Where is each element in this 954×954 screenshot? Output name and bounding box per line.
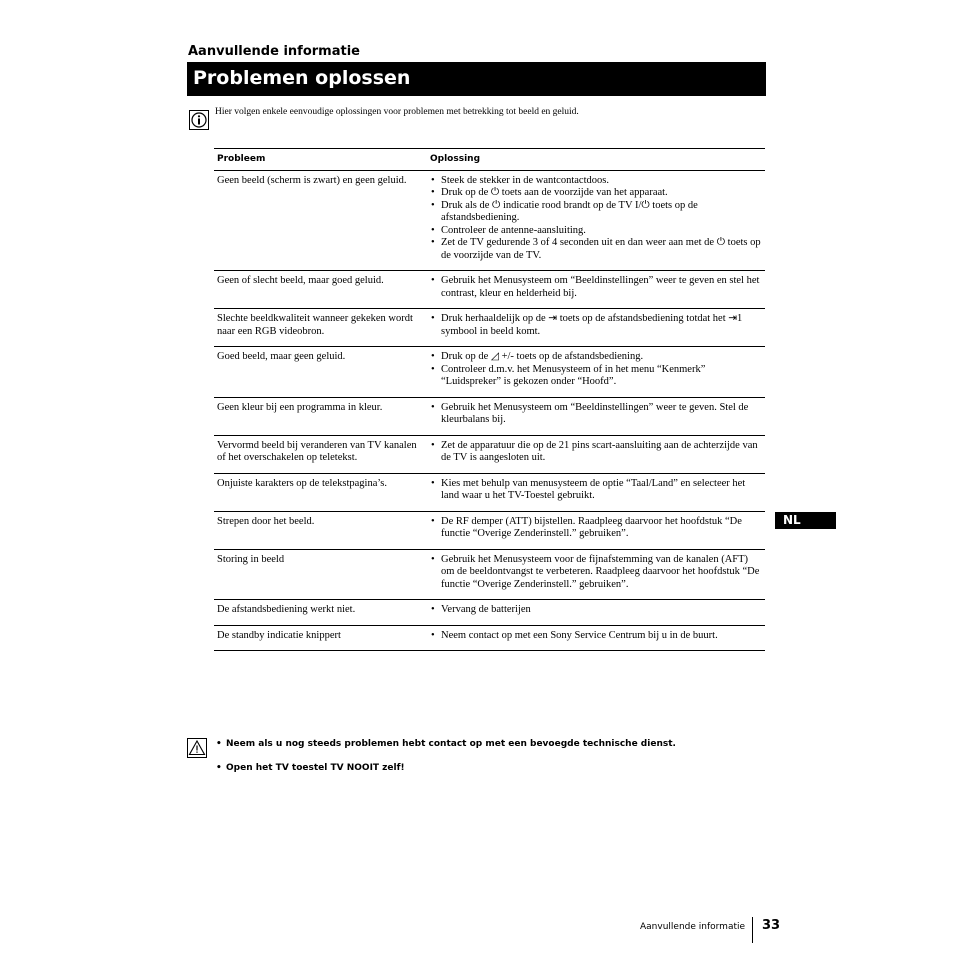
solution-cell: [427, 435, 765, 473]
solution-list: [430, 440, 762, 465]
solution-item: • Controleer de antenne-aansluiting.: [430, 225, 762, 238]
solution-cell: [427, 397, 765, 435]
problem-cell: Strepen door het beeld.: [214, 511, 427, 549]
solution-item: • Druk herhaaldelijk op de ⇥ toets op de afstandsbediening totdat het ⇥1 symbool in beeld komt.: [430, 313, 762, 338]
table-row: [214, 625, 765, 651]
solution-item: • Zet de apparatuur die op de 21 pins scart-aansluiting aan de achterzijde van de TV is aangesloten uit.: [430, 440, 762, 465]
warning-list: [216, 739, 676, 787]
table-row: [214, 309, 765, 347]
problem-cell: De afstandsbediening werkt niet.: [214, 600, 427, 626]
page-number: 33: [762, 918, 781, 933]
solution-list: [430, 604, 762, 617]
table-row: [214, 473, 765, 511]
solution-item: • Druk op de ◿ +/- toets op de afstandsbediening.: [430, 351, 762, 364]
solution-item: • Gebruik het Menusysteem voor de fijnafstemming van de kanalen (AFT) om de beeldontvangst te verbeteren. Raadpleeg daarvoor het hoofdstuk “De functie “Overige Zenderinstell.” gebruiken”.: [430, 554, 762, 592]
solution-list: [430, 630, 762, 643]
table-header-row: [214, 149, 765, 171]
solution-list: [430, 402, 762, 427]
table-row: [214, 170, 765, 271]
info-icon: [189, 110, 209, 130]
solution-cell: [427, 473, 765, 511]
solution-item: • Gebruik het Menusysteem om “Beeldinstellingen” weer te geven en stel het contrast, kleur en helderheid bij.: [430, 275, 762, 300]
warning-item: • Open het TV toestel TV NOOIT zelf!: [216, 763, 676, 773]
solution-item: • Vervang de batterijen: [430, 604, 762, 617]
solution-cell: [427, 625, 765, 651]
footer-section-label: Aanvullende informatie: [640, 922, 746, 932]
solution-list: [430, 275, 762, 300]
solution-item: • De RF demper (ATT) bijstellen. Raadpleeg daarvoor het hoofdstuk “De functie “Overige Zenderinstell.” gebruiken”.: [430, 516, 762, 541]
solution-item: • Steek de stekker in de wantcontactdoos.: [430, 175, 762, 188]
table-row: [214, 397, 765, 435]
solution-item: • Druk als de ⏻ indicatie rood brandt op de TV I/⏻ toets op de afstandsbediening.: [430, 200, 762, 225]
table-row: [214, 271, 765, 309]
solution-item: • Gebruik het Menusysteem om “Beeldinstellingen” weer te geven. Stel de kleurbalans bij.: [430, 402, 762, 427]
language-tab: NL: [775, 512, 836, 529]
section-label: Aanvullende informatie: [188, 44, 360, 59]
column-header-solution: Oplossing: [427, 149, 765, 171]
problem-cell: Slechte beeldkwaliteit wanneer gekeken wordt naar een RGB videobron.: [214, 309, 427, 347]
solution-cell: [427, 170, 765, 271]
problem-cell: Geen kleur bij een programma in kleur.: [214, 397, 427, 435]
footer-divider: [752, 917, 753, 943]
solution-list: [430, 478, 762, 503]
problem-cell: De standby indicatie knippert: [214, 625, 427, 651]
table-row: [214, 600, 765, 626]
intro-text: Hier volgen enkele eenvoudige oplossingen voor problemen met betrekking tot beeld en geluid.: [215, 107, 579, 117]
problem-cell: Geen beeld (scherm is zwart) en geen geluid.: [214, 170, 427, 271]
solution-list: [430, 554, 762, 592]
solution-cell: [427, 549, 765, 600]
solution-cell: [427, 511, 765, 549]
problem-cell: Goed beeld, maar geen geluid.: [214, 347, 427, 398]
warning-triangle-icon: [187, 738, 207, 758]
solution-cell: [427, 271, 765, 309]
problem-cell: Vervormd beeld bij veranderen van TV kanalen of het overschakelen op teletekst.: [214, 435, 427, 473]
solution-list: [430, 351, 762, 389]
warning-item: • Neem als u nog steeds problemen hebt contact op met een bevoegde technische dienst.: [216, 739, 676, 749]
solution-list: [430, 313, 762, 338]
solution-cell: [427, 309, 765, 347]
problem-cell: Geen of slecht beeld, maar goed geluid.: [214, 271, 427, 309]
solution-item: • Kies met behulp van menusysteem de optie “Taal/Land” en selecteer het land waar u het TV-Toestel gebruikt.: [430, 478, 762, 503]
solution-cell: [427, 600, 765, 626]
problem-cell: Storing in beeld: [214, 549, 427, 600]
table-row: [214, 511, 765, 549]
table-row: [214, 549, 765, 600]
page-title: Problemen oplossen: [187, 62, 766, 96]
solution-list: [430, 516, 762, 541]
solution-cell: [427, 347, 765, 398]
solution-item: • Zet de TV gedurende 3 of 4 seconden uit en dan weer aan met de ⏻ toets op de voorzijde van de TV.: [430, 237, 762, 262]
solution-item: • Druk op de ⏻ toets aan de voorzijde van het apparaat.: [430, 187, 762, 200]
table-row: [214, 347, 765, 398]
troubleshooting-table: [214, 148, 765, 651]
column-header-problem: Probleem: [214, 149, 427, 171]
problem-cell: Onjuiste karakters op de telekstpagina’s.: [214, 473, 427, 511]
solution-item: • Controleer d.m.v. het Menusysteem of in het menu “Kenmerk” “Luidspreker” is gekozen onder “Hoofd”.: [430, 364, 762, 389]
table-row: [214, 435, 765, 473]
solution-item: • Neem contact op met een Sony Service Centrum bij u in de buurt.: [430, 630, 762, 643]
solution-list: [430, 175, 762, 263]
